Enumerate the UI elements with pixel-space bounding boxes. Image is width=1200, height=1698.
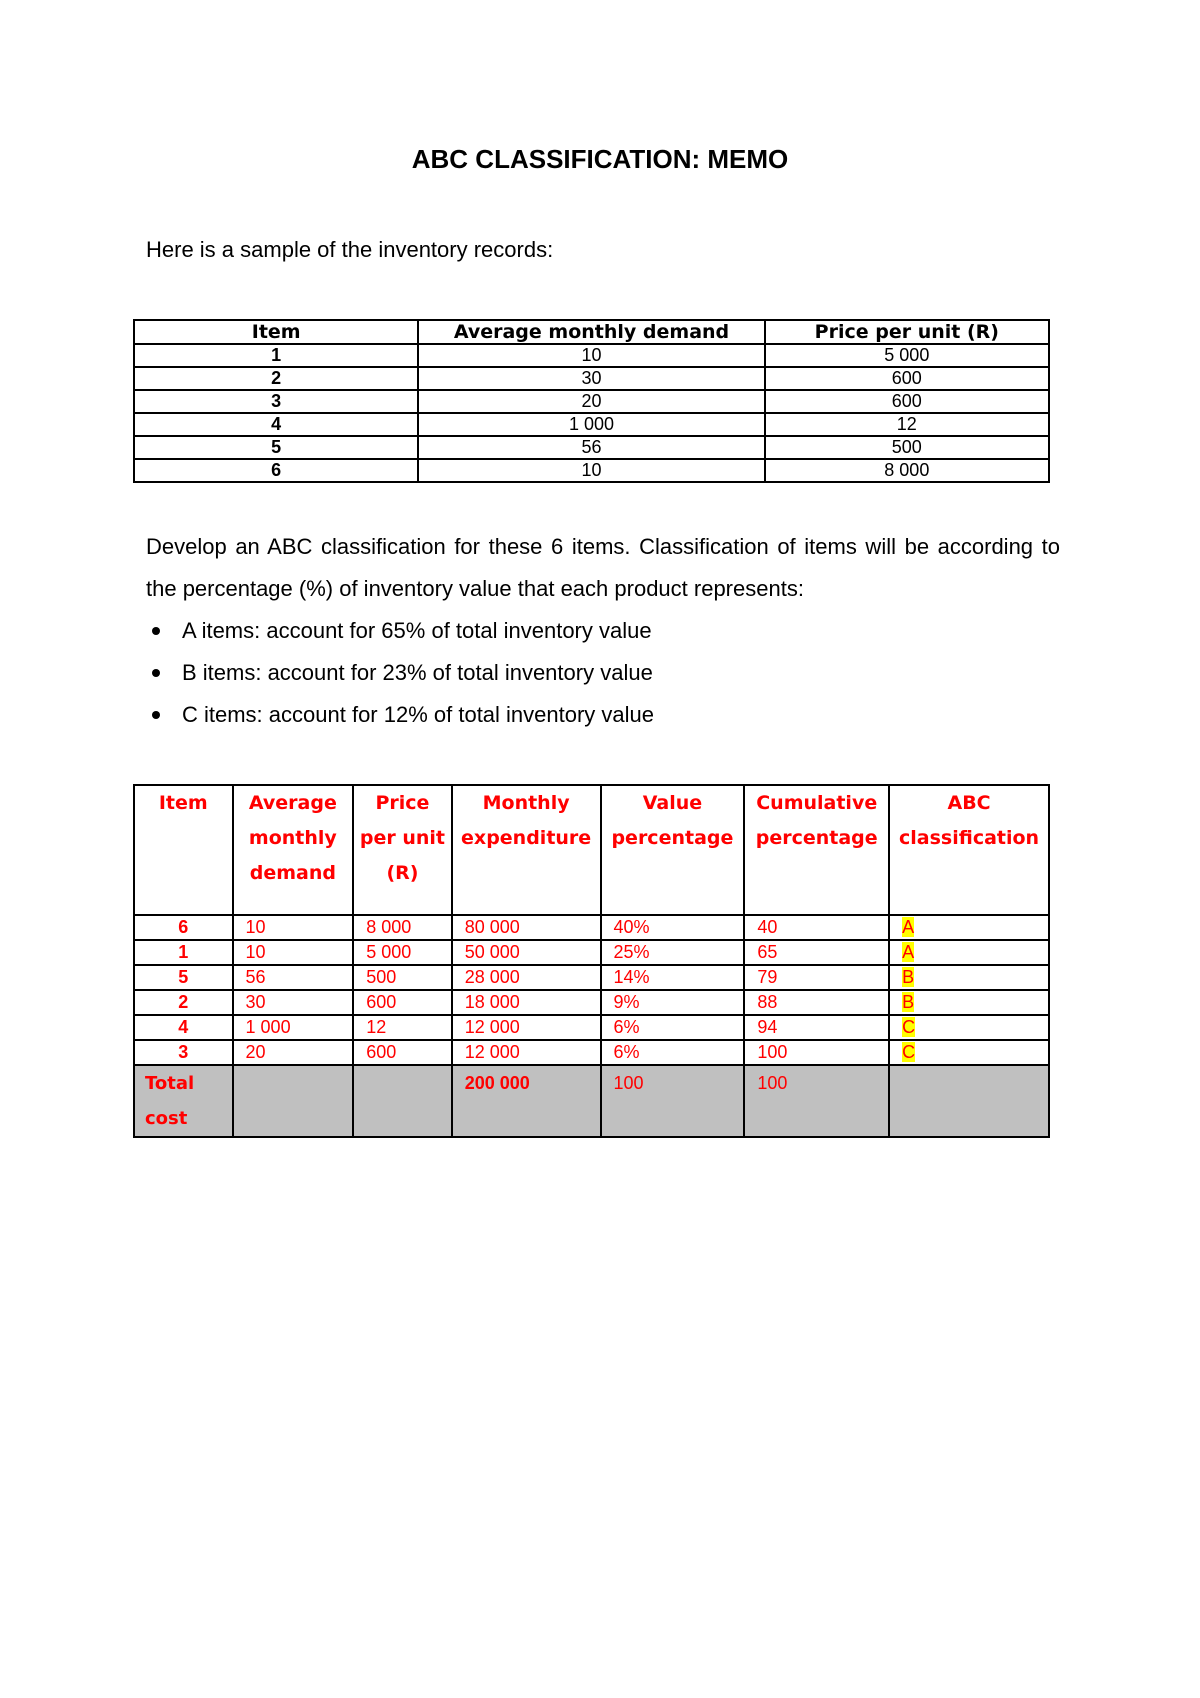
table-header-row — [134, 785, 1049, 915]
expenditure-cell: 50 000 — [452, 940, 601, 965]
price-cell: 600 — [353, 990, 452, 1015]
list-item — [146, 694, 1060, 736]
price-cell: 600 — [353, 1040, 452, 1065]
expenditure-cell: 18 000 — [452, 990, 601, 1015]
price-cell: 500 — [765, 436, 1049, 459]
cumulative-percentage-cell: 88 — [744, 990, 889, 1015]
table-row — [134, 390, 1049, 413]
column-header: Average monthly demand — [418, 320, 764, 344]
demand-cell: 10 — [233, 940, 354, 965]
column-header: Price per unit (R) — [353, 785, 452, 915]
table-header-row — [134, 320, 1049, 344]
classification-badge: A — [902, 917, 915, 937]
price-cell: 5 000 — [765, 344, 1049, 367]
item-cell: 2 — [134, 990, 233, 1015]
empty-cell — [353, 1065, 452, 1137]
column-header: Price per unit (R) — [765, 320, 1049, 344]
memo-table-body — [134, 915, 1049, 1137]
cumulative-percentage-cell: 65 — [744, 940, 889, 965]
item-cell: 3 — [134, 1040, 233, 1065]
value-percentage-cell: 40% — [601, 915, 745, 940]
table-row — [134, 965, 1049, 990]
total-cumulative-percentage-cell: 100 — [744, 1065, 889, 1137]
column-header: Item — [134, 320, 418, 344]
price-cell: 600 — [765, 390, 1049, 413]
item-cell: 3 — [134, 390, 418, 413]
classification-badge: B — [902, 967, 915, 987]
table-row — [134, 367, 1049, 390]
item-cell: 1 — [134, 344, 418, 367]
classification-cell — [889, 990, 1049, 1015]
classification-badge: C — [902, 1042, 916, 1062]
demand-cell: 30 — [233, 990, 354, 1015]
price-cell: 12 — [353, 1015, 452, 1040]
classification-cell — [889, 940, 1049, 965]
classification-cell — [889, 965, 1049, 990]
classification-cell — [889, 1015, 1049, 1040]
value-percentage-cell: 14% — [601, 965, 745, 990]
expenditure-cell: 12 000 — [452, 1015, 601, 1040]
cumulative-percentage-cell: 100 — [744, 1040, 889, 1065]
list-item-text: A items: account for 65% of total inventory value — [182, 618, 652, 643]
instructions-block — [146, 526, 1060, 736]
cumulative-percentage-cell: 79 — [744, 965, 889, 990]
expenditure-cell: 80 000 — [452, 915, 601, 940]
empty-cell — [889, 1065, 1049, 1137]
demand-cell: 10 — [233, 915, 354, 940]
table-row — [134, 915, 1049, 940]
demand-cell: 10 — [418, 459, 764, 482]
expenditure-cell: 28 000 — [452, 965, 601, 990]
demand-cell: 56 — [418, 436, 764, 459]
list-item-text: C items: account for 12% of total inventory value — [182, 702, 655, 727]
cumulative-percentage-cell: 94 — [744, 1015, 889, 1040]
table-row — [134, 344, 1049, 367]
table-row — [134, 413, 1049, 436]
price-cell: 8 000 — [765, 459, 1049, 482]
value-percentage-cell: 6% — [601, 1015, 745, 1040]
bullet-icon — [152, 627, 160, 635]
classification-badge: B — [902, 992, 915, 1012]
demand-cell: 10 — [418, 344, 764, 367]
price-cell: 500 — [353, 965, 452, 990]
instructions-text: Develop an ABC classification for these 6 items. Classification of items will be according to the percentage (%) of inventory value that each product represents: — [146, 534, 1060, 601]
table-row — [134, 990, 1049, 1015]
item-cell: 6 — [134, 915, 233, 940]
empty-cell — [233, 1065, 354, 1137]
total-value-percentage-cell: 100 — [601, 1065, 745, 1137]
classification-badge: C — [902, 1017, 916, 1037]
column-header: Value percentage — [601, 785, 745, 915]
classification-cell — [889, 1040, 1049, 1065]
total-row — [134, 1065, 1049, 1137]
cumulative-percentage-cell: 40 — [744, 915, 889, 940]
classification-cell — [889, 915, 1049, 940]
value-percentage-cell: 6% — [601, 1040, 745, 1065]
demand-cell: 30 — [418, 367, 764, 390]
item-cell: 1 — [134, 940, 233, 965]
inventory-records-table — [133, 319, 1050, 483]
value-percentage-cell: 9% — [601, 990, 745, 1015]
classification-list — [146, 610, 1060, 736]
price-cell: 600 — [765, 367, 1049, 390]
page-title: ABC CLASSIFICATION: MEMO — [411, 144, 789, 174]
table-row — [134, 1040, 1049, 1065]
column-header: Cumulative percentage — [744, 785, 889, 915]
table-row — [134, 459, 1049, 482]
table-row — [134, 436, 1049, 459]
demand-cell: 1 000 — [233, 1015, 354, 1040]
column-header: Item — [134, 785, 233, 915]
value-percentage-cell: 25% — [601, 940, 745, 965]
item-cell: 6 — [134, 459, 418, 482]
column-header: Average monthly demand — [233, 785, 354, 915]
column-header: ABC classification — [889, 785, 1049, 915]
classification-badge: A — [902, 942, 915, 962]
demand-cell: 20 — [233, 1040, 354, 1065]
item-cell: 5 — [134, 436, 418, 459]
total-label: Total cost — [134, 1065, 233, 1137]
item-cell: 4 — [134, 413, 418, 436]
abc-memo-table — [133, 784, 1050, 1138]
demand-cell: 1 000 — [418, 413, 764, 436]
price-cell: 5 000 — [353, 940, 452, 965]
price-cell: 8 000 — [353, 915, 452, 940]
item-cell: 4 — [134, 1015, 233, 1040]
demand-cell: 20 — [418, 390, 764, 413]
column-header: Monthly expenditure — [452, 785, 601, 915]
total-expenditure-cell: 200 000 — [452, 1065, 601, 1137]
list-item-text: B items: account for 23% of total inventory value — [182, 660, 653, 685]
price-cell: 12 — [765, 413, 1049, 436]
intro-text: Here is a sample of the inventory records: — [146, 237, 554, 262]
item-cell: 2 — [134, 367, 418, 390]
bullet-icon — [152, 669, 160, 677]
expenditure-cell: 12 000 — [452, 1040, 601, 1065]
table-row — [134, 1015, 1049, 1040]
demand-cell: 56 — [233, 965, 354, 990]
list-item — [146, 610, 1060, 652]
list-item — [146, 652, 1060, 694]
table-row — [134, 940, 1049, 965]
bullet-icon — [152, 711, 160, 719]
item-cell: 5 — [134, 965, 233, 990]
